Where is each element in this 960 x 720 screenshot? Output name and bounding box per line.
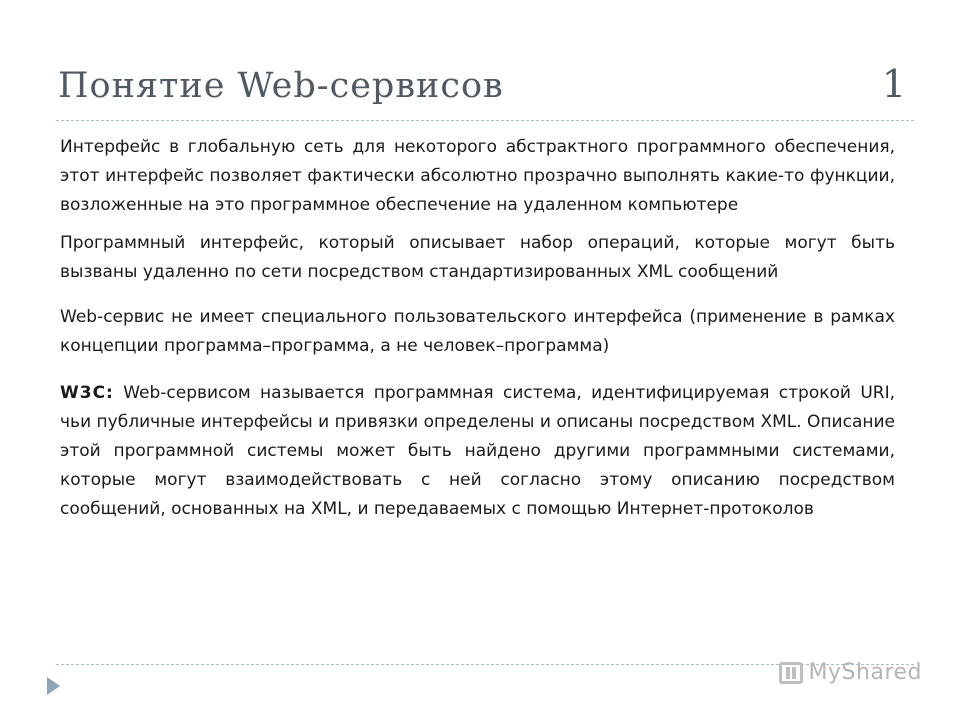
w3c-label: W3C: <box>60 383 114 403</box>
watermark-text: MyShared <box>808 660 922 685</box>
triangle-right-icon[interactable] <box>47 677 60 695</box>
slide-number: 1 <box>881 62 906 106</box>
paragraph-definition-2: Программный интерфейс, который описывает набор операций, которые могут быть вызваны удаленно по сети посредством стандартизированных XML сообщений <box>60 233 895 282</box>
title-divider <box>56 120 914 121</box>
watermark-logo-icon <box>779 662 803 684</box>
paragraph-w3c-definition <box>60 379 895 524</box>
slide-content <box>60 133 895 524</box>
paragraph-definition-3: Web-сервис не имеет специального пользовательского интерфейса (применение в рамках концепции программа–программа, а не человек–программа) <box>60 307 895 356</box>
paragraph-definition-1: Интерфейс в глобальную сеть для некоторого абстрактного программного обеспечения, этот интерфейс позволяет фактически абсолютно прозрачно выполнять какие-то функции, возложенные на это программное обеспечение на удаленном компьютере <box>60 137 895 215</box>
watermark <box>779 660 922 685</box>
w3c-definition-text: Web-сервисом называется программная система, идентифицируемая строкой URI, чьи публичные интерфейсы и привязки определены и описаны посредством XML. Описание этой программной системы может быть найдено другими программными системами, которые могут взаимодействовать с ней согласно этому описанию посредством сообщений, основанных на XML, и передаваемых с помощью Интернет-протоколов <box>60 383 896 519</box>
slide-title: Понятие Web-сервисов <box>58 66 504 106</box>
